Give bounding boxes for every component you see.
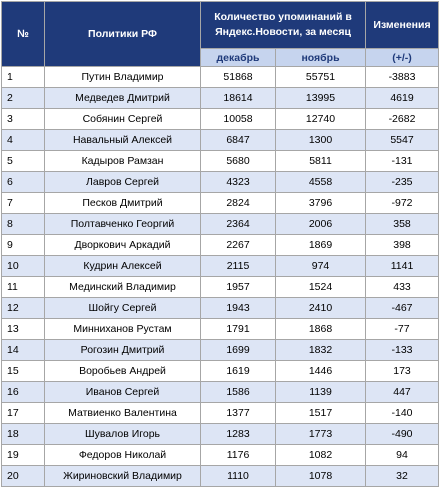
cell-politician: Федоров Николай [45,445,201,466]
cell-rank: 6 [2,172,45,193]
cell-change: -490 [366,424,439,445]
cell-november: 1300 [276,130,366,151]
table-header [2,2,439,67]
table-row [2,466,439,487]
table-row [2,424,439,445]
cell-change: 398 [366,235,439,256]
cell-december: 2115 [201,256,276,277]
cell-november: 5811 [276,151,366,172]
cell-rank: 17 [2,403,45,424]
cell-politician: Кудрин Алексей [45,256,201,277]
header-politician: Политики РФ [45,2,201,67]
cell-december: 2267 [201,235,276,256]
cell-november: 1078 [276,466,366,487]
cell-rank: 9 [2,235,45,256]
table-row [2,319,439,340]
table-row [2,361,439,382]
cell-politician: Дворкович Аркадий [45,235,201,256]
cell-change: 1141 [366,256,439,277]
cell-rank: 8 [2,214,45,235]
cell-november: 1869 [276,235,366,256]
cell-politician: Медведев Дмитрий [45,88,201,109]
table-row [2,403,439,424]
cell-november: 1524 [276,277,366,298]
cell-politician: Рогозин Дмитрий [45,340,201,361]
cell-change: 5547 [366,130,439,151]
cell-november: 974 [276,256,366,277]
cell-november: 1517 [276,403,366,424]
cell-change: -2682 [366,109,439,130]
cell-december: 4323 [201,172,276,193]
cell-politician: Кадыров Рамзан [45,151,201,172]
cell-rank: 5 [2,151,45,172]
cell-november: 4558 [276,172,366,193]
cell-politician: Лавров Сергей [45,172,201,193]
subheader-change: (+/-) [366,49,439,67]
cell-politician: Песков Дмитрий [45,193,201,214]
header-mentions: Количество упоминаний в Яндекс.Новости, за месяц [201,2,366,49]
cell-change: -133 [366,340,439,361]
cell-december: 1619 [201,361,276,382]
cell-rank: 11 [2,277,45,298]
cell-november: 2410 [276,298,366,319]
table-row [2,382,439,403]
cell-rank: 13 [2,319,45,340]
cell-rank: 2 [2,88,45,109]
cell-rank: 3 [2,109,45,130]
header-row [2,2,439,49]
mentions-table-container [1,1,438,487]
cell-december: 10058 [201,109,276,130]
cell-december: 2364 [201,214,276,235]
cell-november: 1139 [276,382,366,403]
cell-change: -467 [366,298,439,319]
cell-change: -131 [366,151,439,172]
cell-december: 51868 [201,67,276,88]
cell-politician: Мединский Владимир [45,277,201,298]
cell-politician: Шойгу Сергей [45,298,201,319]
cell-rank: 15 [2,361,45,382]
cell-december: 1791 [201,319,276,340]
mentions-table [1,1,439,487]
cell-november: 1082 [276,445,366,466]
table-row [2,256,439,277]
cell-politician: Собянин Сергей [45,109,201,130]
cell-change: -77 [366,319,439,340]
cell-politician: Матвиенко Валентина [45,403,201,424]
cell-december: 1586 [201,382,276,403]
cell-politician: Минниханов Рустам [45,319,201,340]
cell-rank: 10 [2,256,45,277]
cell-politician: Путин Владимир [45,67,201,88]
cell-rank: 7 [2,193,45,214]
cell-change: 32 [366,466,439,487]
cell-november: 1868 [276,319,366,340]
cell-december: 1699 [201,340,276,361]
cell-november: 2006 [276,214,366,235]
cell-rank: 18 [2,424,45,445]
cell-rank: 4 [2,130,45,151]
cell-december: 6847 [201,130,276,151]
table-body [2,67,439,487]
cell-november: 1773 [276,424,366,445]
cell-rank: 1 [2,67,45,88]
table-row [2,109,439,130]
cell-december: 1377 [201,403,276,424]
cell-rank: 20 [2,466,45,487]
cell-december: 1943 [201,298,276,319]
cell-november: 1832 [276,340,366,361]
cell-politician: Навальный Алексей [45,130,201,151]
table-row [2,130,439,151]
cell-december: 1176 [201,445,276,466]
cell-rank: 14 [2,340,45,361]
cell-december: 1110 [201,466,276,487]
cell-november: 13995 [276,88,366,109]
subheader-november: ноябрь [276,49,366,67]
cell-politician: Шувалов Игорь [45,424,201,445]
header-change: Изменения [366,2,439,49]
table-row [2,235,439,256]
cell-change: 4619 [366,88,439,109]
table-row [2,298,439,319]
table-row [2,340,439,361]
cell-november: 55751 [276,67,366,88]
cell-december: 5680 [201,151,276,172]
table-row [2,193,439,214]
cell-change: -235 [366,172,439,193]
cell-change: -140 [366,403,439,424]
table-row [2,88,439,109]
cell-rank: 12 [2,298,45,319]
cell-december: 1957 [201,277,276,298]
cell-change: 173 [366,361,439,382]
cell-december: 18614 [201,88,276,109]
cell-december: 2824 [201,193,276,214]
cell-change: 433 [366,277,439,298]
cell-politician: Жириновский Владимир [45,466,201,487]
cell-november: 1446 [276,361,366,382]
subheader-december: декабрь [201,49,276,67]
cell-november: 12740 [276,109,366,130]
cell-politician: Полтавченко Георгий [45,214,201,235]
cell-december: 1283 [201,424,276,445]
cell-rank: 19 [2,445,45,466]
table-row [2,277,439,298]
table-row [2,151,439,172]
cell-change: 358 [366,214,439,235]
table-row [2,214,439,235]
cell-politician: Иванов Сергей [45,382,201,403]
header-number: № [2,2,45,67]
cell-change: -972 [366,193,439,214]
cell-rank: 16 [2,382,45,403]
table-row [2,67,439,88]
cell-politician: Воробьев Андрей [45,361,201,382]
cell-change: 447 [366,382,439,403]
cell-change: -3883 [366,67,439,88]
table-row [2,172,439,193]
table-row [2,445,439,466]
cell-november: 3796 [276,193,366,214]
cell-change: 94 [366,445,439,466]
